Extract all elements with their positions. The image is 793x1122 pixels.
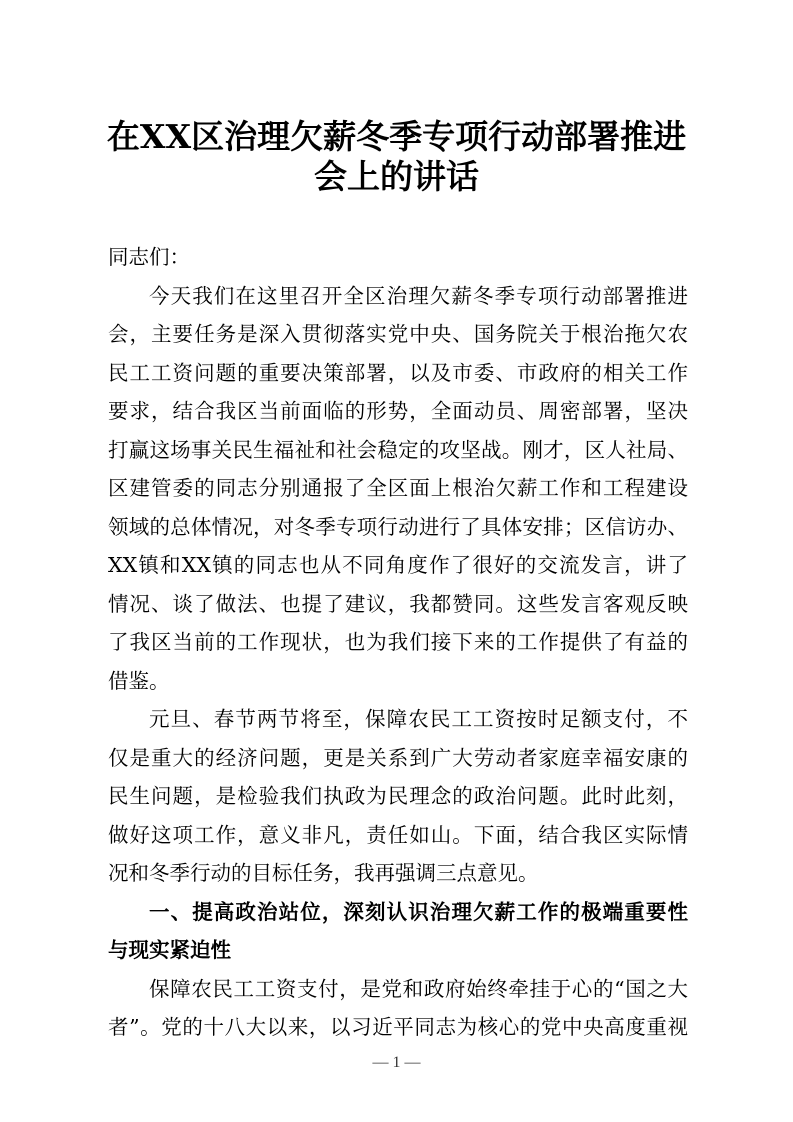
text-line: 打赢这场事关民生福祉和社会稳定的攻坚战。刚才，区人社局、 — [108, 437, 688, 462]
text-line: 保障农民工工资支付，是党和政府始终牵挂于心的“国之大 — [149, 976, 688, 1001]
paragraph — [108, 277, 688, 701]
text-line: 了我区当前的工作现状，也为我们接下来的工作提供了有益的 — [108, 630, 688, 654]
text-line: 今天我们在这里召开全区治理欠薪冬季专项行动部署推进 — [149, 283, 688, 308]
text-line: 情况、谈了做法、也提了建议，我都赞同。这些发言客观反映 — [108, 591, 688, 616]
text-line: 仅是重大的经济问题，更是关系到广大劳动者家庭幸福安康的 — [108, 745, 688, 770]
text-line: XX镇和XX镇的同志也从不同角度作了很好的交流发言，讲了 — [108, 553, 688, 577]
document-title-line-2: 会上的讲话 — [314, 157, 479, 196]
text-line: 元旦、春节两节将至，保障农民工工资按时足额支付，不 — [149, 707, 688, 731]
text-line: 者”。党的十八大以来，以习近平同志为核心的党中央高度重视 — [108, 1015, 688, 1039]
paragraph — [108, 970, 688, 1047]
text-line: 做好这项工作，意义非凡，责任如山。下面，结合我区实际情 — [108, 822, 688, 847]
section-heading — [108, 893, 688, 970]
document-title-line-1: 在XX区治理欠薪冬季专项行动部署推进 — [106, 117, 687, 156]
document-body — [108, 238, 688, 1047]
salutation: 同志们： — [108, 245, 190, 269]
text-line: 一、提高政治站位，深刻认识治理欠薪工作的极端重要性 — [149, 899, 688, 924]
text-line: 况和冬季行动的目标任务，我再强调三点意见。 — [108, 861, 539, 885]
text-line: 会，主要任务是深入贯彻落实党中央、国务院关于根治拖欠农 — [108, 322, 688, 346]
text-line: 要求，结合我区当前面临的形势，全面动员、周密部署，坚决 — [108, 399, 688, 423]
page-number: — 1 — — [372, 1054, 421, 1071]
text-line: 领域的总体情况，对冬季专项行动进行了具体安排；区信访办、 — [108, 514, 688, 539]
paragraph — [108, 700, 688, 893]
text-line: 民工工资问题的重要决策部署，以及市委、市政府的相关工作 — [108, 360, 688, 385]
text-line: 区建管委的同志分别通报了全区面上根治欠薪工作和工程建设 — [108, 476, 688, 500]
text-line: 与现实紧迫性 — [108, 938, 231, 962]
text-line: 民生问题，是检验我们执政为民理念的政治问题。此时此刻， — [108, 784, 688, 808]
text-line: 借鉴。 — [108, 668, 170, 693]
